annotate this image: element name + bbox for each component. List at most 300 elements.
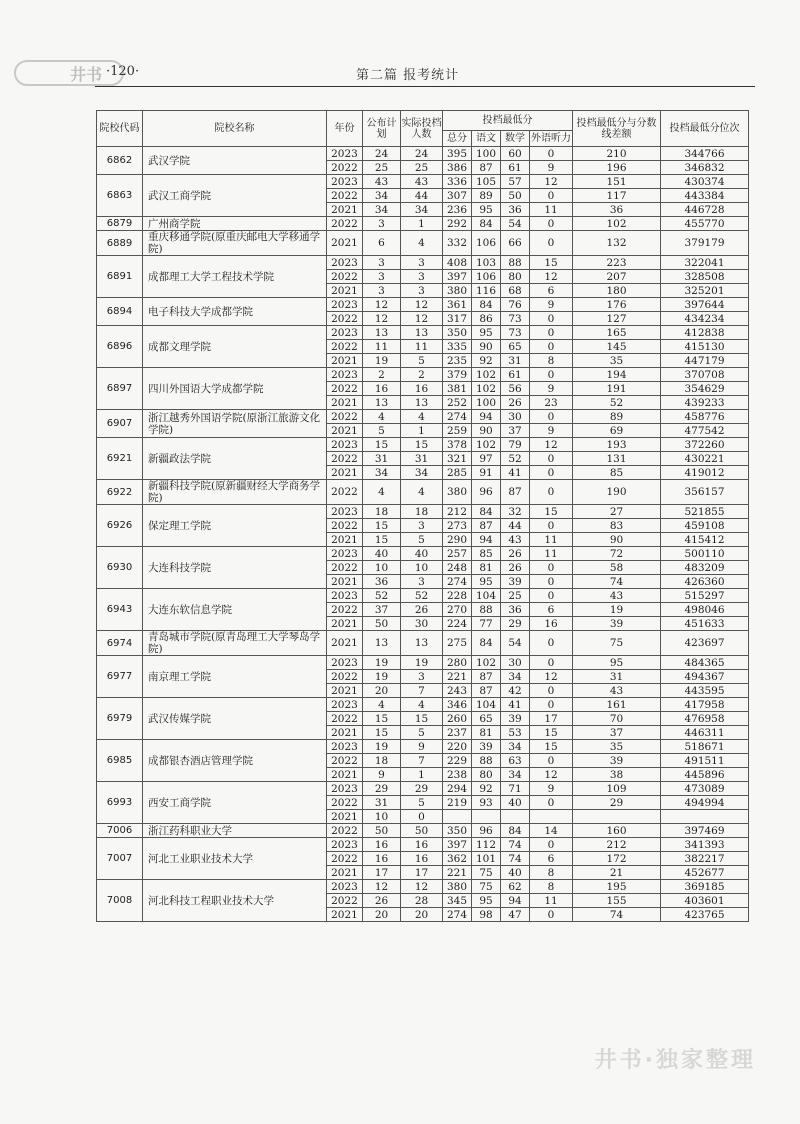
- math-cell: 66: [501, 231, 530, 256]
- year-cell: 2021: [327, 726, 363, 740]
- total-cell: 275: [443, 631, 472, 656]
- math-cell: 73: [501, 326, 530, 340]
- rank-cell: 412838: [661, 326, 749, 340]
- listening-cell: 0: [530, 656, 573, 670]
- school-name: 大连东软信息学院: [143, 589, 327, 631]
- rank-cell: 370708: [661, 368, 749, 382]
- math-cell: 88: [501, 256, 530, 270]
- year-cell: 2023: [327, 175, 363, 189]
- school-name: 浙江越秀外国语学院(原浙江旅游文化学院): [143, 410, 327, 438]
- school-name: 南京理工学院: [143, 656, 327, 698]
- total-cell: 362: [443, 852, 472, 866]
- math-cell: 60: [501, 147, 530, 161]
- actual-cell: 7: [401, 754, 443, 768]
- chinese-cell: 96: [472, 824, 501, 838]
- chinese-cell: 95: [472, 894, 501, 908]
- actual-cell: 34: [401, 466, 443, 480]
- plan-cell: 3: [363, 270, 401, 284]
- diff-cell: 38: [573, 768, 661, 782]
- table-row: [97, 782, 749, 796]
- year-cell: 2023: [327, 880, 363, 894]
- school-code: 6889: [97, 231, 143, 256]
- rank-cell: 434234: [661, 312, 749, 326]
- chinese-cell: 102: [472, 656, 501, 670]
- actual-cell: 31: [401, 452, 443, 466]
- plan-cell: 11: [363, 340, 401, 354]
- table-row: [97, 631, 749, 656]
- actual-cell: 16: [401, 838, 443, 852]
- plan-cell: 36: [363, 575, 401, 589]
- chinese-cell: 106: [472, 270, 501, 284]
- listening-cell: 0: [530, 838, 573, 852]
- chinese-cell: 84: [472, 631, 501, 656]
- total-cell: 221: [443, 866, 472, 880]
- math-cell: 84: [501, 824, 530, 838]
- rank-cell: 443595: [661, 684, 749, 698]
- diff-cell: 207: [573, 270, 661, 284]
- actual-cell: 5: [401, 354, 443, 368]
- math-cell: [501, 810, 530, 824]
- listening-cell: 17: [530, 712, 573, 726]
- listening-cell: 0: [530, 480, 573, 505]
- year-cell: 2021: [327, 284, 363, 298]
- total-cell: 270: [443, 603, 472, 617]
- listening-cell: 0: [530, 589, 573, 603]
- chinese-cell: 92: [472, 782, 501, 796]
- year-cell: 2022: [327, 382, 363, 396]
- math-cell: 31: [501, 354, 530, 368]
- year-cell: 2022: [327, 754, 363, 768]
- chinese-cell: 80: [472, 768, 501, 782]
- listening-cell: 12: [530, 768, 573, 782]
- diff-cell: 39: [573, 754, 661, 768]
- chinese-cell: 65: [472, 712, 501, 726]
- school-name: 重庆移通学院(原重庆邮电大学移通学院): [143, 231, 327, 256]
- total-cell: 273: [443, 519, 472, 533]
- math-cell: 26: [501, 547, 530, 561]
- rank-cell: 494367: [661, 670, 749, 684]
- math-cell: 44: [501, 519, 530, 533]
- diff-cell: 37: [573, 726, 661, 740]
- total-cell: 292: [443, 217, 472, 231]
- chinese-cell: 95: [472, 203, 501, 217]
- diff-cell: [573, 810, 661, 824]
- diff-cell: 194: [573, 368, 661, 382]
- header-diff: 投档最低分与分数线差额: [573, 111, 661, 147]
- diff-cell: 102: [573, 217, 661, 231]
- rank-cell: 459108: [661, 519, 749, 533]
- page-number: ·120·: [106, 64, 140, 79]
- listening-cell: 15: [530, 256, 573, 270]
- rank-cell: 447179: [661, 354, 749, 368]
- school-code: 6907: [97, 410, 143, 438]
- plan-cell: 34: [363, 203, 401, 217]
- year-cell: 2022: [327, 852, 363, 866]
- plan-cell: 4: [363, 698, 401, 712]
- rank-cell: 426360: [661, 575, 749, 589]
- year-cell: 2023: [327, 589, 363, 603]
- header-plan: 公布计划: [363, 111, 401, 147]
- chinese-cell: 104: [472, 589, 501, 603]
- year-cell: 2021: [327, 396, 363, 410]
- total-cell: 317: [443, 312, 472, 326]
- chinese-cell: 87: [472, 161, 501, 175]
- year-cell: 2021: [327, 631, 363, 656]
- listening-cell: 0: [530, 561, 573, 575]
- school-code: 6926: [97, 505, 143, 547]
- listening-cell: 9: [530, 161, 573, 175]
- actual-cell: 4: [401, 698, 443, 712]
- total-cell: 274: [443, 410, 472, 424]
- actual-cell: 12: [401, 312, 443, 326]
- school-code: 6979: [97, 698, 143, 740]
- math-cell: 74: [501, 838, 530, 852]
- rank-cell: 476958: [661, 712, 749, 726]
- year-cell: 2022: [327, 217, 363, 231]
- header-code: 院校代码: [97, 111, 143, 147]
- actual-cell: 44: [401, 189, 443, 203]
- actual-cell: 13: [401, 396, 443, 410]
- rank-cell: 419012: [661, 466, 749, 480]
- actual-cell: 16: [401, 852, 443, 866]
- actual-cell: 28: [401, 894, 443, 908]
- listening-cell: 0: [530, 575, 573, 589]
- header-math: 数学: [501, 131, 530, 147]
- plan-cell: 18: [363, 754, 401, 768]
- plan-cell: 43: [363, 175, 401, 189]
- rank-cell: 344766: [661, 147, 749, 161]
- year-cell: 2022: [327, 270, 363, 284]
- total-cell: 294: [443, 782, 472, 796]
- school-code: 6879: [97, 217, 143, 231]
- header-chinese: 语文: [472, 131, 501, 147]
- chinese-cell: 102: [472, 438, 501, 452]
- chinese-cell: 87: [472, 684, 501, 698]
- plan-cell: 16: [363, 838, 401, 852]
- chinese-cell: 85: [472, 547, 501, 561]
- listening-cell: 9: [530, 298, 573, 312]
- total-cell: 379: [443, 368, 472, 382]
- diff-cell: 31: [573, 670, 661, 684]
- school-code: 6921: [97, 438, 143, 480]
- chinese-cell: 97: [472, 452, 501, 466]
- math-cell: 43: [501, 533, 530, 547]
- school-name: 武汉学院: [143, 147, 327, 175]
- diff-cell: 74: [573, 575, 661, 589]
- actual-cell: 34: [401, 203, 443, 217]
- total-cell: 397: [443, 270, 472, 284]
- school-name: 河北科技工程职业技术大学: [143, 880, 327, 922]
- total-cell: 380: [443, 284, 472, 298]
- chinese-cell: 103: [472, 256, 501, 270]
- chinese-cell: 100: [472, 147, 501, 161]
- listening-cell: 8: [530, 354, 573, 368]
- chinese-cell: 102: [472, 382, 501, 396]
- math-cell: 40: [501, 866, 530, 880]
- actual-cell: 26: [401, 603, 443, 617]
- year-cell: 2022: [327, 312, 363, 326]
- listening-cell: 11: [530, 203, 573, 217]
- total-cell: 235: [443, 354, 472, 368]
- diff-cell: 52: [573, 396, 661, 410]
- total-cell: 221: [443, 670, 472, 684]
- diff-cell: 161: [573, 698, 661, 712]
- math-cell: 94: [501, 894, 530, 908]
- year-cell: 2022: [327, 519, 363, 533]
- rank-cell: 446311: [661, 726, 749, 740]
- school-name: 保定理工学院: [143, 505, 327, 547]
- school-code: 6894: [97, 298, 143, 326]
- diff-cell: 43: [573, 589, 661, 603]
- plan-cell: 19: [363, 354, 401, 368]
- math-cell: 34: [501, 768, 530, 782]
- listening-cell: 0: [530, 698, 573, 712]
- math-cell: 25: [501, 589, 530, 603]
- plan-cell: 13: [363, 326, 401, 340]
- year-cell: 2022: [327, 452, 363, 466]
- year-cell: 2021: [327, 354, 363, 368]
- actual-cell: 15: [401, 438, 443, 452]
- actual-cell: 3: [401, 270, 443, 284]
- diff-cell: 36: [573, 203, 661, 217]
- actual-cell: 15: [401, 712, 443, 726]
- school-code: 6863: [97, 175, 143, 217]
- year-cell: 2023: [327, 505, 363, 519]
- listening-cell: 0: [530, 231, 573, 256]
- total-cell: 378: [443, 438, 472, 452]
- total-cell: 219: [443, 796, 472, 810]
- plan-cell: 12: [363, 298, 401, 312]
- chinese-cell: 75: [472, 880, 501, 894]
- total-cell: 252: [443, 396, 472, 410]
- listening-cell: 0: [530, 189, 573, 203]
- actual-cell: 52: [401, 589, 443, 603]
- year-cell: 2023: [327, 656, 363, 670]
- plan-cell: 37: [363, 603, 401, 617]
- actual-cell: 2: [401, 368, 443, 382]
- diff-cell: 35: [573, 354, 661, 368]
- total-cell: 212: [443, 505, 472, 519]
- listening-cell: 11: [530, 894, 573, 908]
- math-cell: 50: [501, 189, 530, 203]
- listening-cell: 0: [530, 466, 573, 480]
- math-cell: 62: [501, 880, 530, 894]
- listening-cell: 0: [530, 519, 573, 533]
- year-cell: 2023: [327, 838, 363, 852]
- diff-cell: 19: [573, 603, 661, 617]
- rank-cell: 484365: [661, 656, 749, 670]
- chinese-cell: 104: [472, 698, 501, 712]
- rank-cell: 443384: [661, 189, 749, 203]
- diff-cell: 151: [573, 175, 661, 189]
- plan-cell: 12: [363, 312, 401, 326]
- actual-cell: 1: [401, 768, 443, 782]
- listening-cell: 16: [530, 617, 573, 631]
- actual-cell: 11: [401, 340, 443, 354]
- header-rule: [95, 86, 755, 87]
- listening-cell: 0: [530, 410, 573, 424]
- actual-cell: 9: [401, 740, 443, 754]
- listening-cell: 15: [530, 740, 573, 754]
- math-cell: 54: [501, 217, 530, 231]
- diff-cell: 83: [573, 519, 661, 533]
- actual-cell: 5: [401, 533, 443, 547]
- year-cell: 2022: [327, 340, 363, 354]
- plan-cell: 19: [363, 656, 401, 670]
- diff-cell: 172: [573, 852, 661, 866]
- listening-cell: 11: [530, 533, 573, 547]
- diff-cell: 58: [573, 561, 661, 575]
- header-name: 院校名称: [143, 111, 327, 147]
- listening-cell: 12: [530, 670, 573, 684]
- header-min-score-group: 投档最低分: [443, 111, 573, 131]
- actual-cell: 12: [401, 880, 443, 894]
- diff-cell: 72: [573, 547, 661, 561]
- school-name: 武汉工商学院: [143, 175, 327, 217]
- diff-cell: 90: [573, 533, 661, 547]
- diff-cell: 145: [573, 340, 661, 354]
- plan-cell: 4: [363, 480, 401, 505]
- math-cell: 61: [501, 368, 530, 382]
- school-name: 四川外国语大学成都学院: [143, 368, 327, 410]
- actual-cell: 5: [401, 796, 443, 810]
- math-cell: 36: [501, 603, 530, 617]
- chinese-cell: 81: [472, 726, 501, 740]
- school-name: 电子科技大学成都学院: [143, 298, 327, 326]
- chinese-cell: 95: [472, 575, 501, 589]
- rank-cell: 356157: [661, 480, 749, 505]
- school-code: 6974: [97, 631, 143, 656]
- actual-cell: 3: [401, 284, 443, 298]
- chinese-cell: 90: [472, 340, 501, 354]
- rank-cell: 430221: [661, 452, 749, 466]
- year-cell: 2021: [327, 866, 363, 880]
- diff-cell: 191: [573, 382, 661, 396]
- plan-cell: 15: [363, 726, 401, 740]
- listening-cell: 12: [530, 175, 573, 189]
- year-cell: 2023: [327, 740, 363, 754]
- total-cell: 350: [443, 326, 472, 340]
- rank-cell: 369185: [661, 880, 749, 894]
- actual-cell: 4: [401, 480, 443, 505]
- total-cell: 243: [443, 684, 472, 698]
- math-cell: 80: [501, 270, 530, 284]
- actual-cell: 4: [401, 231, 443, 256]
- rank-cell: 415130: [661, 340, 749, 354]
- actual-cell: 3: [401, 575, 443, 589]
- diff-cell: 95: [573, 656, 661, 670]
- year-cell: 2021: [327, 575, 363, 589]
- chinese-cell: 87: [472, 519, 501, 533]
- diff-cell: 196: [573, 161, 661, 175]
- listening-cell: [530, 810, 573, 824]
- school-name: 新疆科技学院(原新疆财经大学商务学院): [143, 480, 327, 505]
- total-cell: 335: [443, 340, 472, 354]
- diff-cell: 27: [573, 505, 661, 519]
- rank-cell: 325201: [661, 284, 749, 298]
- listening-cell: 0: [530, 754, 573, 768]
- actual-cell: 7: [401, 684, 443, 698]
- listening-cell: 12: [530, 270, 573, 284]
- table-row: [97, 547, 749, 561]
- math-cell: 73: [501, 312, 530, 326]
- math-cell: 57: [501, 175, 530, 189]
- plan-cell: 17: [363, 866, 401, 880]
- listening-cell: 0: [530, 796, 573, 810]
- table-row: [97, 589, 749, 603]
- table-row: [97, 231, 749, 256]
- math-cell: 63: [501, 754, 530, 768]
- school-code: 7006: [97, 824, 143, 838]
- plan-cell: 10: [363, 561, 401, 575]
- actual-cell: 50: [401, 824, 443, 838]
- total-cell: 336: [443, 175, 472, 189]
- year-cell: 2023: [327, 698, 363, 712]
- diff-cell: 193: [573, 438, 661, 452]
- math-cell: 32: [501, 505, 530, 519]
- diff-cell: 39: [573, 617, 661, 631]
- chinese-cell: 94: [472, 533, 501, 547]
- school-name: 成都文理学院: [143, 326, 327, 368]
- actual-cell: 12: [401, 298, 443, 312]
- header-rank: 投档最低分位次: [661, 111, 749, 147]
- total-cell: 229: [443, 754, 472, 768]
- year-cell: 2023: [327, 147, 363, 161]
- plan-cell: 13: [363, 396, 401, 410]
- rank-cell: 451633: [661, 617, 749, 631]
- total-cell: 259: [443, 424, 472, 438]
- diff-cell: 212: [573, 838, 661, 852]
- school-name: 大连科技学院: [143, 547, 327, 589]
- plan-cell: 15: [363, 519, 401, 533]
- math-cell: 34: [501, 670, 530, 684]
- chinese-cell: 100: [472, 396, 501, 410]
- actual-cell: 10: [401, 561, 443, 575]
- total-cell: 321: [443, 452, 472, 466]
- total-cell: 274: [443, 575, 472, 589]
- total-cell: [443, 810, 472, 824]
- total-cell: 397: [443, 838, 472, 852]
- rank-cell: 415412: [661, 533, 749, 547]
- math-cell: 71: [501, 782, 530, 796]
- table-row: [97, 175, 749, 189]
- listening-cell: 14: [530, 824, 573, 838]
- total-cell: 307: [443, 189, 472, 203]
- listening-cell: 6: [530, 603, 573, 617]
- school-name: 成都理工大学工程技术学院: [143, 256, 327, 298]
- diff-cell: 180: [573, 284, 661, 298]
- total-cell: 395: [443, 147, 472, 161]
- listening-cell: 8: [530, 880, 573, 894]
- math-cell: 41: [501, 466, 530, 480]
- chinese-cell: 88: [472, 603, 501, 617]
- rank-cell: 382217: [661, 852, 749, 866]
- table-row: [97, 217, 749, 231]
- publisher-logo: 井书: [14, 60, 124, 86]
- listening-cell: 9: [530, 382, 573, 396]
- math-cell: 54: [501, 631, 530, 656]
- diff-cell: 160: [573, 824, 661, 838]
- actual-cell: 13: [401, 631, 443, 656]
- listening-cell: 23: [530, 396, 573, 410]
- total-cell: 248: [443, 561, 472, 575]
- year-cell: 2022: [327, 480, 363, 505]
- actual-cell: 3: [401, 670, 443, 684]
- table-row: [97, 740, 749, 754]
- chinese-cell: 112: [472, 838, 501, 852]
- diff-cell: 70: [573, 712, 661, 726]
- actual-cell: 24: [401, 147, 443, 161]
